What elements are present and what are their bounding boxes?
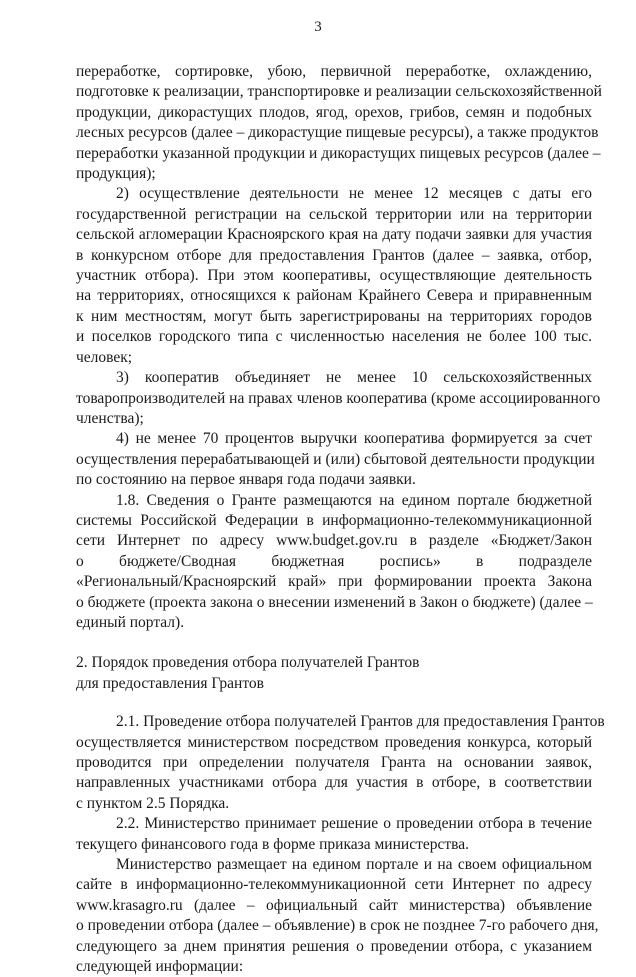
paragraph-item-4 bbox=[76, 429, 595, 490]
text-line: по состоянию на первое января года подачи заявки. bbox=[76, 471, 416, 489]
text-line: переработке, сортировке, убою, первичной переработке, охлаждению, bbox=[76, 63, 592, 80]
text-line: 4) не менее 70 процентов выручки кооператива формируется за счет bbox=[116, 430, 592, 448]
text-line: и поселков городского типа с численностью населения не более 100 тыс. bbox=[76, 328, 592, 346]
text-line: с пунктом 2.5 Порядка. bbox=[76, 794, 230, 812]
text-line: 2.2. Министерство принимает решение о проведении отбора в течение bbox=[116, 815, 592, 833]
page-number: 3 bbox=[314, 19, 322, 35]
text-line: направленных участниками отбора для участия в отборе, в соответствии bbox=[76, 774, 592, 792]
paragraph-2-2 bbox=[76, 814, 592, 855]
text-line: к ним местностям, могут быть зарегистрированы на территориях городов bbox=[76, 307, 592, 325]
text-line: о бюджете (проекта закона о внесении изменений в Закон о бюджете) (далее – bbox=[76, 593, 593, 611]
text-line: подготовке к реализации, транспортировке и реализации сельскохозяйственной bbox=[76, 83, 602, 101]
text-line: участник отбора). При этом кооперативы, осуществляющие деятельность bbox=[76, 267, 592, 285]
text-line: Министерство размещает на едином портале и на своем официальном bbox=[116, 856, 592, 874]
section-heading-line: 2. Порядок проведения отбора получателей Грантов bbox=[76, 654, 420, 672]
text-line: 3) кооператив объединяет не менее 10 сельскохозяйственных bbox=[116, 369, 592, 387]
section-heading bbox=[76, 653, 592, 694]
text-line: сельской агломерации Красноярского края на дату подачи заявки для участия bbox=[76, 226, 592, 244]
paragraph-ministry-announcement bbox=[76, 855, 599, 977]
text-line: лесных ресурсов (далее – дикорастущие пищевые ресурсы), а также продуктов bbox=[76, 124, 599, 142]
text-line: в конкурсном отборе для предоставления Грантов (далее – заявка, отбор, bbox=[76, 246, 592, 264]
text-line: на территориях, относящихся к районам Крайнего Севера и приравненным bbox=[76, 287, 592, 305]
text-line: продукции, дикорастущих плодов, ягод, орехов, грибов, семян и подобных bbox=[76, 103, 592, 121]
paragraph-item-3 bbox=[76, 368, 601, 429]
text-line: человек; bbox=[76, 348, 133, 366]
text-line: сайте в информационно-телекоммуникационной сети Интернет по адресу bbox=[76, 876, 592, 894]
text-line: следующей информации: bbox=[76, 958, 244, 976]
text-line: о бюджете/Сводная бюджетная роспись» в подразделе bbox=[76, 552, 592, 570]
text-line: продукция); bbox=[76, 165, 156, 183]
text-line: 2.1. Проведение отбора получателей Грантов для предоставления Грантов bbox=[116, 713, 605, 731]
paragraph-2-1 bbox=[76, 712, 605, 814]
text-line: сети Интернет по адресу www.budget.gov.ru в разделе «Бюджет/Закон bbox=[76, 532, 592, 550]
text-line: товаропроизводителей на правах членов кооператива (кроме ассоциированного bbox=[76, 389, 601, 407]
text-line: текущего финансового года в форме приказа министерства. bbox=[76, 835, 469, 853]
text-line: следующего за днем принятия решения о проведении отбора, с указанием bbox=[76, 937, 592, 955]
text-line: государственной регистрации на сельской территории или на территории bbox=[76, 205, 592, 223]
text-line: осуществляется министерством посредством проведения конкурса, который bbox=[76, 733, 592, 751]
text-line: 1.8. Сведения о Гранте размещаются на едином портале бюджетной bbox=[116, 491, 592, 509]
text-line: осуществления перерабатывающей и (или) сбытовой деятельности продукции bbox=[76, 450, 595, 468]
text-line: «Региональный/Красноярский край» при формировании проекта Закона bbox=[76, 573, 592, 591]
text-line: членства); bbox=[76, 409, 144, 427]
text-line: 2) осуществление деятельности не менее 12 месяцев с даты его bbox=[116, 185, 592, 203]
document-body bbox=[76, 62, 605, 977]
text-line: о проведении отбора (далее – объявление) в срок не позднее 7-го рабочего дня, bbox=[76, 917, 599, 935]
text-line: единый портал). bbox=[76, 613, 185, 631]
paragraph-1-8 bbox=[76, 491, 592, 634]
paragraph-continuation bbox=[76, 62, 602, 184]
paragraph-item-2 bbox=[76, 184, 592, 368]
section-heading-line: для предоставления Грантов bbox=[76, 674, 264, 692]
text-line: www.krasagro.ru (далее – официальный сайт министерства) объявление bbox=[76, 896, 592, 914]
text-line: переработки указанной продукции и дикорастущих пищевых ресурсов (далее – bbox=[76, 144, 601, 162]
text-line: системы Российской Федерации в информационно-телекоммуникационной bbox=[76, 511, 592, 529]
text-line: проводится при определении получателя Гранта на основании заявок, bbox=[76, 754, 592, 771]
